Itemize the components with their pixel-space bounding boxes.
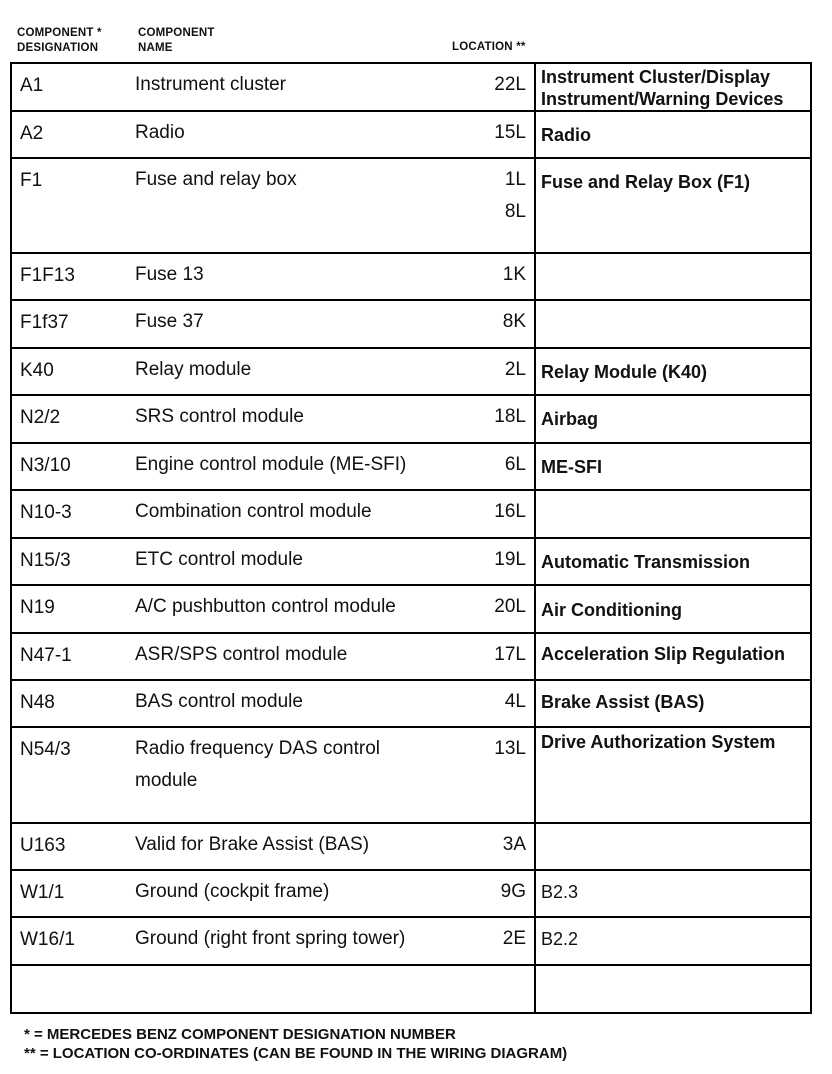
- component-name-line: Engine control module (ME-SFI): [135, 454, 407, 475]
- reference-cell: [535, 348, 811, 395]
- reference-section: [536, 918, 810, 950]
- component-cell: [11, 917, 535, 965]
- component-name: [135, 686, 303, 718]
- component-name-line: Instrument cluster: [135, 74, 286, 95]
- component-name: [135, 591, 396, 623]
- reference-section: [536, 444, 810, 478]
- component-cell: [11, 253, 535, 300]
- reference-cell: [535, 823, 811, 870]
- component-cell: [11, 443, 535, 490]
- component-designation: N15/3: [20, 550, 71, 571]
- reference-section: [536, 396, 810, 430]
- component-location: [505, 449, 526, 481]
- component-location-line: 6L: [504, 454, 526, 475]
- header-designation: [17, 26, 102, 56]
- component-location-line: 1L: [504, 169, 526, 190]
- table-row: [11, 158, 811, 253]
- reference-line: ME-SFI: [541, 457, 602, 477]
- table-row: [11, 111, 811, 158]
- reference-cell: [535, 965, 811, 1013]
- component-name-line: Fuse 37: [135, 311, 204, 332]
- component-location: [494, 544, 526, 576]
- component-name-line: Combination control module: [135, 501, 372, 522]
- component-location: [494, 733, 526, 765]
- table-row: [11, 680, 811, 727]
- table-row: [11, 63, 811, 111]
- component-designation: A2: [20, 123, 44, 144]
- component-location-line: 22L: [494, 74, 526, 95]
- component-name-line: A/C pushbutton control module: [135, 596, 396, 617]
- component-location: [494, 496, 526, 528]
- component-designation: W16/1: [20, 929, 75, 950]
- reference-section: [536, 634, 810, 665]
- table-row: [11, 395, 811, 443]
- component-name-line: Valid for Brake Assist (BAS): [135, 834, 370, 855]
- header-name-line2: NAME: [138, 42, 173, 54]
- component-cell: [11, 680, 535, 727]
- reference-cell: [535, 538, 811, 585]
- table-row: [11, 585, 811, 633]
- component-designation: N54/3: [20, 739, 71, 760]
- header-name: [138, 26, 215, 56]
- reference-cell: [535, 395, 811, 443]
- component-designation: U163: [20, 835, 66, 856]
- component-name-line: Fuse 13: [135, 264, 204, 285]
- component-designation: N47-1: [20, 645, 72, 666]
- reference-section: [536, 112, 810, 146]
- component-name: [135, 923, 405, 955]
- component-name: [135, 544, 303, 576]
- reference-cell: [535, 253, 811, 300]
- component-cell: [11, 490, 535, 538]
- component-name-line: Ground (right front spring tower): [135, 928, 406, 949]
- table-row: [11, 300, 811, 348]
- component-name: [135, 401, 304, 433]
- component-designation: W1/1: [20, 882, 65, 903]
- reference-line: Brake Assist (BAS): [541, 692, 705, 712]
- component-cell: [11, 300, 535, 348]
- reference-section: [536, 728, 810, 753]
- header-name-line1: COMPONENT: [138, 27, 215, 39]
- reference-cell: [535, 727, 811, 823]
- component-name: [135, 306, 204, 338]
- reference-section: [536, 871, 810, 903]
- component-cell: [11, 395, 535, 443]
- component-location-line: 20L: [494, 596, 526, 617]
- reference-cell: [535, 917, 811, 965]
- component-designation: F1f37: [20, 312, 69, 333]
- component-cell: [11, 158, 535, 253]
- reference-section: [536, 539, 810, 573]
- component-location: [505, 164, 526, 228]
- component-cell: [11, 585, 535, 633]
- reference-section: [536, 64, 810, 110]
- component-name: [135, 449, 406, 481]
- component-location-line: 19L: [494, 549, 526, 570]
- component-name: [135, 164, 297, 196]
- component-designation: A1: [20, 75, 44, 96]
- table-row: [11, 348, 811, 395]
- reference-cell: [535, 490, 811, 538]
- component-location: [503, 829, 526, 861]
- table-row: [11, 727, 811, 823]
- reference-line: Relay Module (K40): [541, 362, 708, 382]
- component-designation: N3/10: [20, 455, 71, 476]
- component-name: [135, 496, 372, 528]
- component-cell: [11, 870, 535, 917]
- component-designation: N2/2: [20, 407, 61, 428]
- component-name: [135, 117, 185, 149]
- component-location-line: 9G: [500, 881, 526, 902]
- component-designation: N48: [20, 692, 55, 713]
- component-location: [505, 354, 526, 386]
- component-location-line: 2L: [504, 359, 526, 380]
- component-location: [503, 259, 526, 291]
- component-name-line: Fuse and relay box: [135, 169, 297, 190]
- component-cell: [11, 63, 535, 111]
- component-cell: [11, 111, 535, 158]
- component-designation: F1F13: [20, 265, 75, 286]
- component-designation: N19: [20, 597, 55, 618]
- reference-cell: [535, 680, 811, 727]
- reference-cell: [535, 443, 811, 490]
- component-name-line: Relay module: [135, 359, 252, 380]
- component-name: [135, 354, 251, 386]
- component-name-line: Radio frequency DAS control: [135, 738, 381, 759]
- component-table: [10, 62, 812, 1014]
- header-location: LOCATION **: [452, 41, 526, 53]
- reference-cell: [535, 300, 811, 348]
- component-location-line: 15L: [494, 122, 526, 143]
- table-row: [11, 490, 811, 538]
- header-designation-line2: DESIGNATION: [17, 42, 99, 54]
- reference-cell: [535, 870, 811, 917]
- component-location-line: 8K: [502, 311, 526, 332]
- component-cell: [11, 348, 535, 395]
- component-name: [135, 829, 369, 861]
- component-name-line: Ground (cockpit frame): [135, 881, 330, 902]
- table-row: [11, 538, 811, 585]
- component-location: [501, 876, 526, 908]
- component-name: [135, 69, 286, 101]
- table-row: [11, 965, 811, 1013]
- component-location: [503, 923, 526, 955]
- reference-line: Instrument/Warning Devices: [541, 89, 784, 109]
- component-location-line: 8L: [504, 201, 526, 222]
- component-location: [494, 117, 526, 149]
- component-name: [135, 876, 329, 908]
- component-name-line: ASR/SPS control module: [135, 644, 348, 665]
- reference-line: Air Conditioning: [541, 600, 682, 620]
- component-location-line: 4L: [504, 691, 526, 712]
- table-row: [11, 253, 811, 300]
- component-designation: N10-3: [20, 502, 72, 523]
- reference-cell: [535, 633, 811, 680]
- reference-line: B2.3: [541, 882, 579, 902]
- component-location: [494, 639, 526, 671]
- component-name-line: Radio: [135, 122, 185, 143]
- reference-line: B2.2: [541, 929, 579, 949]
- component-location: [505, 686, 526, 718]
- header-designation-line1: COMPONENT *: [17, 27, 102, 39]
- component-name-line: module: [135, 770, 198, 791]
- footnote-location: ** = LOCATION CO-ORDINATES (CAN BE FOUND IN THE WIRING DIAGRAM): [24, 1045, 568, 1062]
- table-row: [11, 823, 811, 870]
- component-designation: F1: [20, 170, 43, 191]
- component-location-line: 17L: [494, 644, 526, 665]
- reference-section: [536, 159, 810, 193]
- component-location-line: 3A: [502, 834, 526, 855]
- component-name: [135, 733, 380, 797]
- component-location: [503, 306, 526, 338]
- component-name-line: BAS control module: [135, 691, 303, 712]
- component-cell: [11, 727, 535, 823]
- reference-cell: [535, 63, 811, 111]
- reference-section: [536, 681, 810, 713]
- component-name: [135, 639, 347, 671]
- reference-cell: [535, 111, 811, 158]
- reference-line: Airbag: [541, 409, 599, 429]
- reference-line: Acceleration Slip Regulation: [541, 644, 786, 664]
- component-location-line: 18L: [494, 406, 526, 427]
- table-row: [11, 870, 811, 917]
- component-location-line: 2E: [502, 928, 526, 949]
- component-location-line: 13L: [494, 738, 526, 759]
- reference-cell: [535, 158, 811, 253]
- reference-line: Instrument Cluster/Display: [541, 67, 771, 87]
- reference-line: Radio: [541, 125, 592, 145]
- component-location: [494, 69, 526, 101]
- reference-line: Automatic Transmission: [541, 552, 751, 572]
- footnote-designation: * = MERCEDES BENZ COMPONENT DESIGNATION NUMBER: [24, 1026, 456, 1043]
- component-location-line: 1K: [502, 264, 526, 285]
- table-row: [11, 917, 811, 965]
- table-row: [11, 443, 811, 490]
- component-name: [135, 259, 204, 291]
- reference-section: [536, 349, 810, 383]
- component-designation: K40: [20, 360, 54, 381]
- component-name-line: SRS control module: [135, 406, 304, 427]
- component-cell: [11, 965, 535, 1013]
- reference-cell: [535, 585, 811, 633]
- component-cell: [11, 633, 535, 680]
- component-location: [494, 401, 526, 433]
- component-location: [494, 591, 526, 623]
- reference-line: Drive Authorization System: [541, 732, 776, 752]
- component-name-line: ETC control module: [135, 549, 303, 570]
- reference-section: [536, 586, 810, 621]
- component-cell: [11, 538, 535, 585]
- component-location-line: 16L: [494, 501, 526, 522]
- reference-line: Fuse and Relay Box (F1): [541, 172, 751, 192]
- table-row: [11, 633, 811, 680]
- component-cell: [11, 823, 535, 870]
